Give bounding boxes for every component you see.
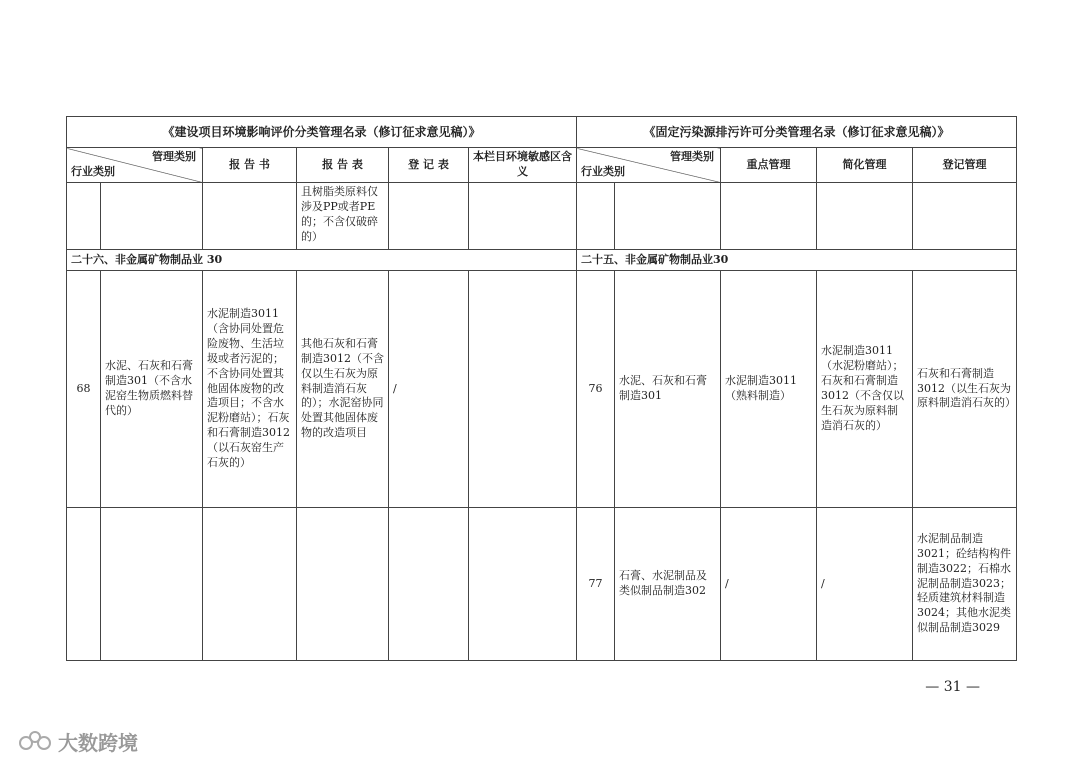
right-industry-cell: 石膏、水泥制品及类似制品制造302 <box>615 508 721 661</box>
right-row-number: 76 <box>577 271 615 508</box>
simplified-management-cell: 水泥制造3011（水泥粉磨站）；石灰和石膏制造3012（不含仅以生石灰为原料制造消石灰的） <box>817 271 913 508</box>
key-management-cell: 水泥制造3011（熟料制造） <box>721 271 817 508</box>
right-section-heading: 二十五、非金属矿物制品业30 <box>577 250 1017 271</box>
header-report-form: 报 告 表 <box>297 148 389 183</box>
right-industry-category-label: 行业类别 <box>581 165 626 179</box>
watermark-logo-icon <box>18 729 52 755</box>
right-management-category-label: 管理类别 <box>670 150 715 163</box>
right-row-number: 77 <box>577 508 615 661</box>
left-diagonal-header <box>67 148 203 183</box>
key-management-cell: / <box>721 508 817 661</box>
register-management-cell: 石灰和石膏制造3012（以生石灰为原料制造消石灰的） <box>913 271 1017 508</box>
sensitive-area-cell <box>469 271 577 508</box>
left-industry-category-label: 行业类别 <box>71 165 115 179</box>
right-industry-cell: 水泥、石灰和石膏制造301 <box>615 271 721 508</box>
table-row <box>67 183 1017 250</box>
watermark <box>18 727 138 756</box>
register-management-cell: 水泥制品制造3021；砼结构构件制造3022；石棉水泥制品制造3023；轻质建筑材料制造3024；其他水泥类似制品制造3029 <box>913 508 1017 661</box>
header-sensitive-area: 本栏目环境敏感区含义 <box>469 148 577 183</box>
report-book-cell: 水泥制造3011（含协同处置危险废物、生活垃圾或者污泥的；不含协同处置其他固体废物的改造项目；不含水泥粉磨站）；石灰和石膏制造3012（以石灰窑生产石灰的） <box>203 271 297 508</box>
right-table-title: 《固定污染源排污许可分类管理名录（修订征求意见稿）》 <box>577 117 1017 148</box>
header-register-form: 登 记 表 <box>389 148 469 183</box>
header-report-book: 报 告 书 <box>203 148 297 183</box>
header-key-management: 重点管理 <box>721 148 817 183</box>
register-form-cell: / <box>389 271 469 508</box>
continuation-report-form-cell: 且树脂类原料仅涉及PP或者PE的；不含仅破碎的） <box>297 183 389 250</box>
table-row <box>67 508 1017 661</box>
left-industry-cell: 水泥、石灰和石膏制造301（不含水泥窑生物质燃料替代的） <box>101 271 203 508</box>
simplified-management-cell: / <box>817 508 913 661</box>
left-section-heading: 二十六、非金属矿物制品业 30 <box>67 250 577 271</box>
section-row <box>67 250 1017 271</box>
header-register-management: 登记管理 <box>913 148 1017 183</box>
report-form-cell: 其他石灰和石膏制造3012（不含仅以生石灰为原料制造消石灰的）；水泥窑协同处置其他固体废物的改造项目 <box>297 271 389 508</box>
page-number: — 31 — <box>925 679 980 695</box>
watermark-text: 大数跨境 <box>58 731 138 755</box>
left-management-category-label: 管理类别 <box>152 150 196 163</box>
table-row <box>67 271 1017 508</box>
left-table-title: 《建设项目环境影响评价分类管理名录（修订征求意见稿）》 <box>67 117 577 148</box>
classification-table <box>66 116 1017 661</box>
left-row-number: 68 <box>67 271 101 508</box>
header-simplified-management: 简化管理 <box>817 148 913 183</box>
right-diagonal-header <box>577 148 721 183</box>
